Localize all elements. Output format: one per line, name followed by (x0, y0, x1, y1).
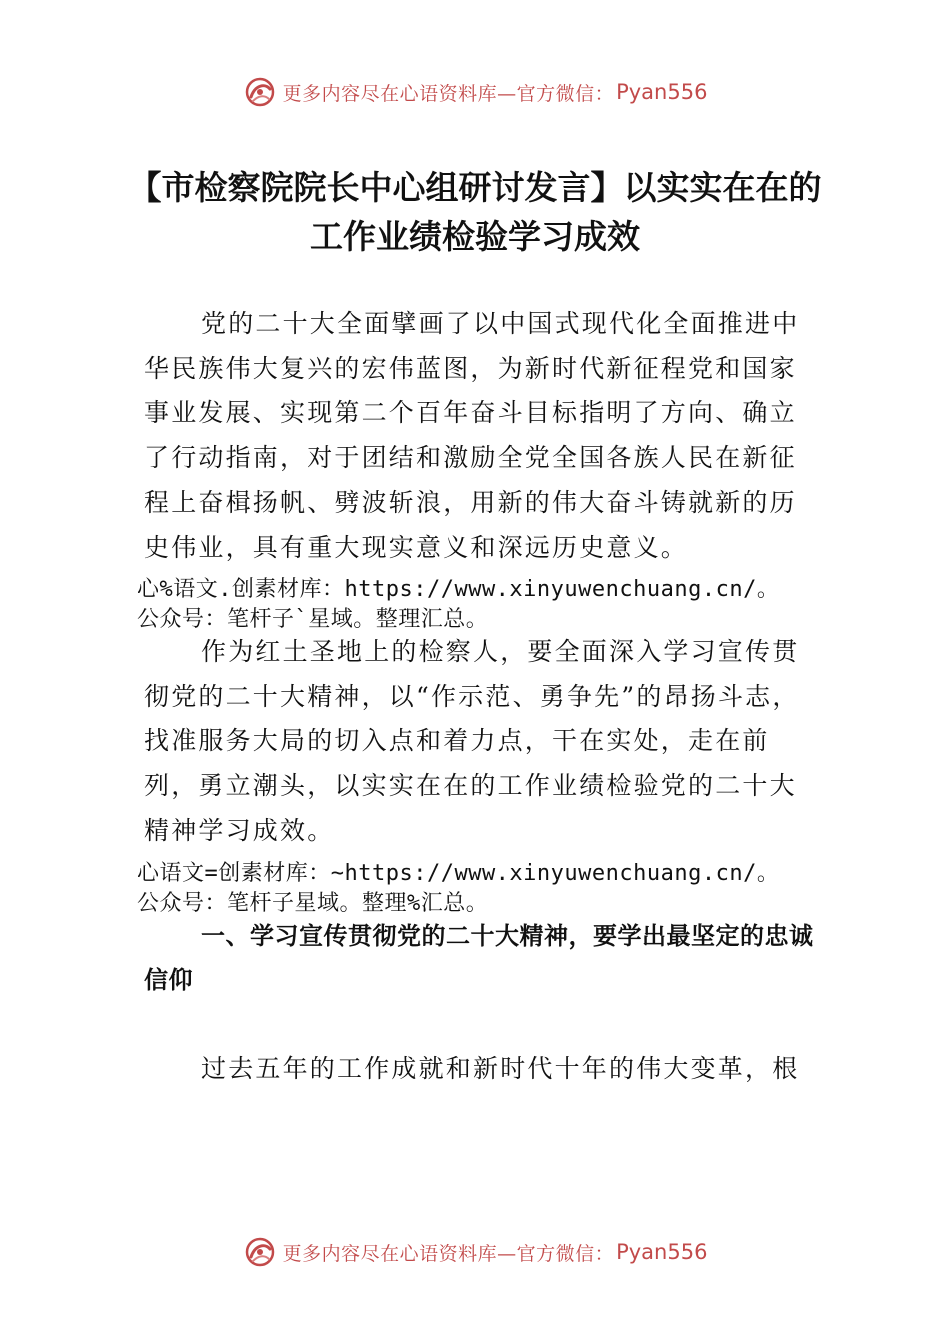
source-note-line: 公众号：笔杆子`星域。整理汇总。 (137, 607, 489, 632)
banner-text: 更多内容尽在心语资料库—官方微信： (282, 82, 615, 105)
logo-icon (243, 75, 277, 109)
document-title: 【市检察院院长中心组研讨发言】以实实在在的工作业绩检验学习成效 (128, 168, 822, 256)
section-heading-1: 一、学习宣传贯彻党的二十大精神，要学出最坚定的忠诚信仰 (144, 922, 814, 994)
source-note-1 (137, 575, 837, 635)
header-banner (0, 70, 950, 114)
source-note-line: 心%语文.创素材库：https://www.xinyuwenchuang.cn/。 (137, 577, 780, 602)
footer-banner (0, 1230, 950, 1274)
paragraph-intro: 党的二十大全面擘画了以中国式现代化全面推进中华民族伟大复兴的宏伟蓝图，为新时代新征程党和国家事业发展、实现第二个百年奋斗目标指明了方向、确立了行动指南，对于团结和激励全党全国各族人民在新征程上奋楫扬帆、劈波斩浪，用新的伟大奋斗铸就新的历史伟业，具有重大现实意义和深远历史意义。 (144, 309, 800, 562)
logo-icon (243, 1235, 277, 1269)
source-note-2 (137, 859, 837, 919)
source-note-line: 公众号：笔杆子星域。整理%汇总。 (137, 891, 489, 916)
source-note-line: 心语文=创素材库：~https://www.xinyuwenchuang.cn/。 (137, 861, 780, 886)
banner-text: 更多内容尽在心语资料库—官方微信： (282, 1242, 615, 1265)
paragraph-section-1: 过去五年的工作成就和新时代十年的伟大变革，根 (201, 1054, 800, 1083)
banner-wechat-id: Pyan556 (616, 80, 708, 104)
paragraph-role: 作为红土圣地上的检察人，要全面深入学习宣传贯彻党的二十大精神，以“作示范、勇争先”的昂扬斗志，找准服务大局的切入点和着力点，干在实处，走在前列，勇立潮头，以实实在在的工作业绩检验党的二十大精神学习成效。 (144, 637, 800, 845)
banner-wechat-id: Pyan556 (616, 1240, 708, 1264)
